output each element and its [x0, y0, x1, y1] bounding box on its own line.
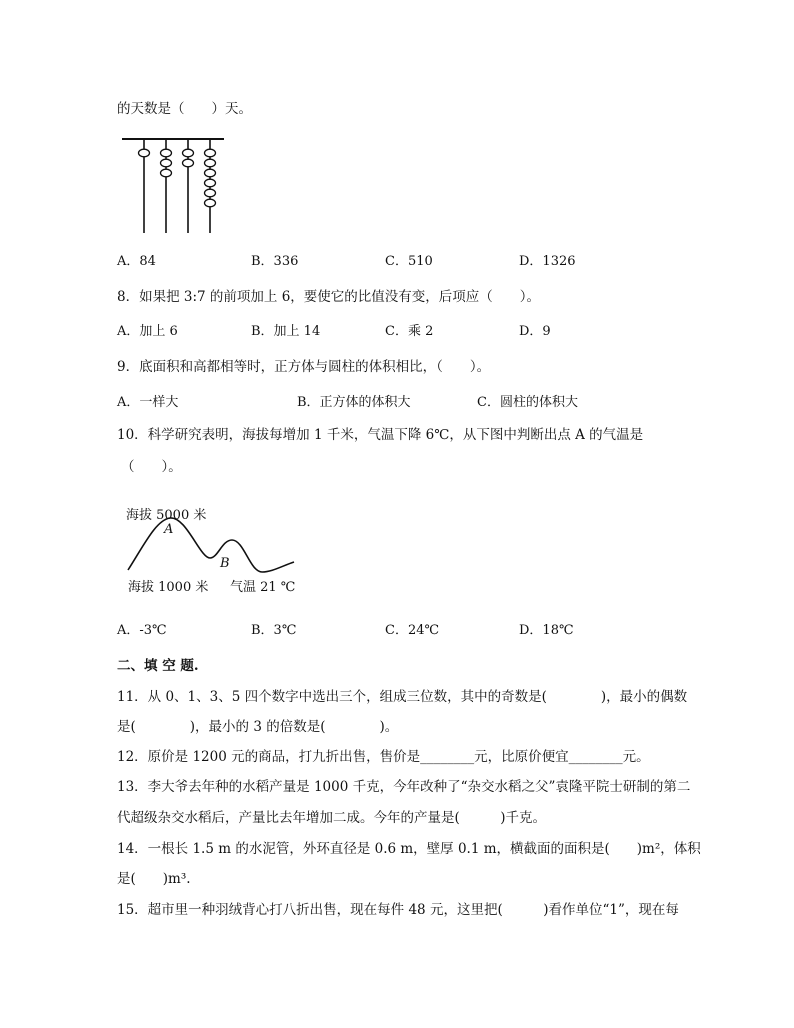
q9-option-c[interactable]: C．圆柱的体积大 — [477, 395, 578, 410]
q8-option-d[interactable]: D．9 — [519, 324, 551, 339]
q10-option-d[interactable]: D．18℃ — [519, 623, 574, 638]
question-13-line-1: 13．李大爷去年种的水稻产量是 1000 千克，今年改种了“杂交水稻之父”袁隆平院士研制的第二 — [117, 779, 691, 795]
question-11-line-1: 11．从 0、1、3、5 四个数字中选出三个，组成三位数，其中的奇数是( )，最小的偶数 — [117, 689, 688, 705]
question-14-line-1: 14．一根长 1.5 m 的水泥管，外环直径是 0.6 m，壁厚 0.1 m，横截面的面积是( )m²，体积 — [117, 841, 701, 857]
question-10-blank: （ ）。 — [121, 459, 182, 475]
q7-option-d[interactable]: D．1326 — [519, 254, 576, 269]
q10-option-c[interactable]: C．24℃ — [385, 623, 440, 638]
figure-bottom-label: 海拔 1000 米 — [128, 580, 209, 595]
question-11-line-2: 是( )，最小的 3 的倍数是( )。 — [117, 719, 399, 735]
q8-option-b[interactable]: B．加上 14 — [251, 324, 321, 339]
question-10: 10．科学研究表明，海拔每增加 1 千米，气温下降 6℃，从下图中判断出点 A 的气温是 — [117, 427, 644, 443]
q9-option-a[interactable]: A．一样大 — [117, 395, 179, 410]
figure-top-label: 海拔 5000 米 — [126, 508, 207, 523]
q8-option-c[interactable]: C．乘 2 — [385, 324, 434, 339]
q8-option-a[interactable]: A．加上 6 — [117, 324, 178, 339]
q7-option-b[interactable]: B．336 — [251, 254, 299, 269]
question-8: 8．如果把 3:7 的前项加上 6，要使它的比值没有变，后项应（ ）。 — [117, 289, 541, 305]
q7-option-c[interactable]: C．510 — [385, 254, 433, 269]
mountain-figure — [122, 500, 312, 600]
figure-point-a: A — [164, 522, 174, 537]
q10-option-b[interactable]: B．3℃ — [251, 623, 297, 638]
question-12: 12．原价是 1200 元的商品，打九折出售，售价是________元，比原价便宜________元。 — [117, 749, 650, 765]
q10-option-a[interactable]: A．-3℃ — [117, 623, 167, 638]
figure-point-b: B — [220, 556, 230, 571]
section-title: 二、填 空 题. — [117, 658, 199, 674]
q9-option-b[interactable]: B．正方体的体积大 — [297, 395, 411, 410]
question-13-line-2: 代超级杂交水稻后，产量比去年增加二成。今年的产量是( )千克。 — [117, 810, 547, 826]
figure-temperature-label: 气温 21 ℃ — [230, 580, 296, 595]
abacus-figure — [117, 131, 232, 237]
q7-option-a[interactable]: A．84 — [117, 254, 156, 269]
question-9: 9．底面积和高都相等时，正方体与圆柱的体积相比，（ ）。 — [117, 359, 491, 375]
question-7-tail: 的天数是（ ）天。 — [117, 101, 252, 117]
question-15-line-1: 15．超市里一种羽绒背心打八折出售，现在每件 48 元，这里把( )看作单位“1”，现在每 — [117, 902, 679, 918]
question-14-line-2: 是( )m³. — [117, 871, 191, 887]
